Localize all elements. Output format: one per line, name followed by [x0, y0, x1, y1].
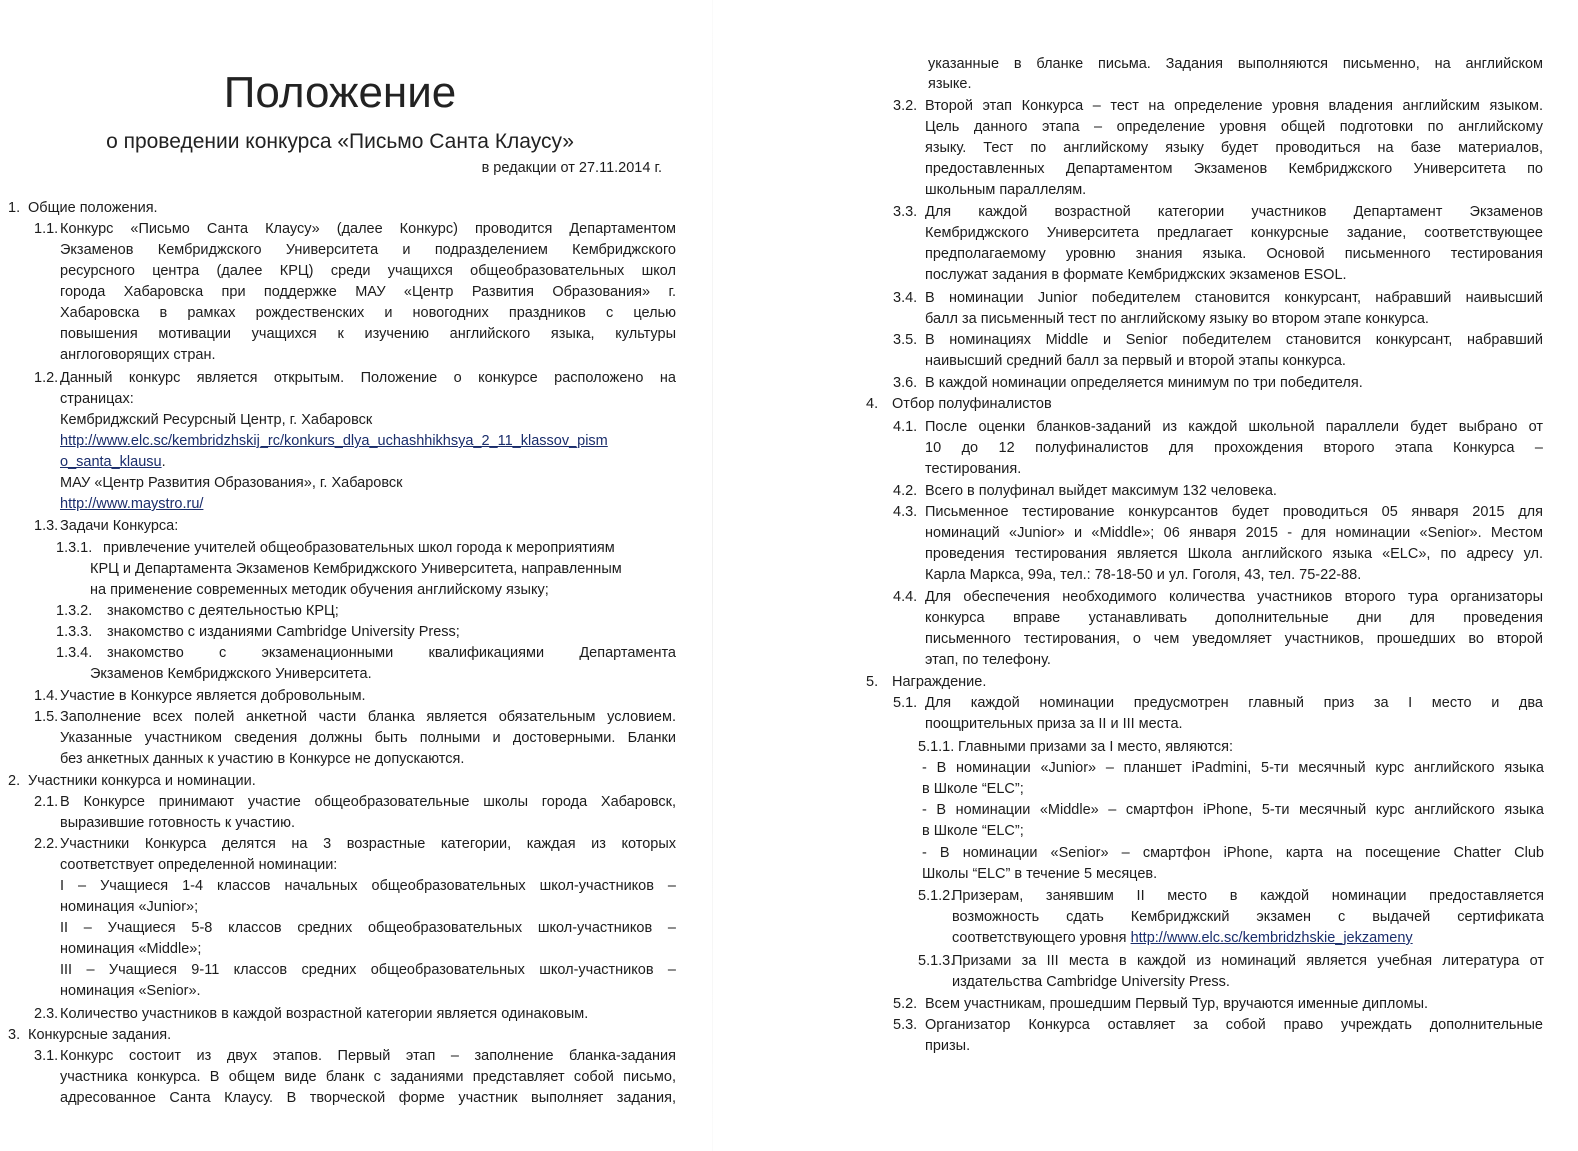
- text-content: соответствующего уровня: [952, 930, 1127, 946]
- text-line: [922, 843, 1544, 864]
- text-content: Общие положения.: [28, 200, 158, 216]
- text-line: [925, 117, 1543, 138]
- text-line: [925, 629, 1543, 650]
- text-line: [60, 686, 366, 707]
- clause-number: 2.2.: [34, 836, 59, 852]
- text-content: Цель данного этапа – определение уровня общей подготовки по английскому: [925, 119, 1543, 135]
- text-line: [60, 368, 676, 389]
- text-line: [60, 1004, 588, 1025]
- text-line: [952, 928, 1413, 949]
- text-line: [60, 960, 676, 981]
- text-line: [60, 939, 201, 960]
- text-line: [60, 813, 295, 834]
- text-line: [60, 1046, 676, 1067]
- clause-number: 5.1.2.: [918, 888, 955, 904]
- right-page: [740, 0, 1578, 1151]
- text-content: повышения мотивации учащихся к изучению английского языка, культуры: [60, 326, 676, 342]
- text-content: знакомство с изданиями Cambridge University Press;: [107, 624, 460, 640]
- text-content: Кембриджского Университета предлагает конкурсные задание, соответствующее: [925, 225, 1543, 241]
- text-line: [925, 502, 1543, 523]
- text-content: знакомство с деятельностью КРЦ;: [107, 603, 339, 619]
- text-content: Для каждой возрастной категории участников Департамент Экзаменов: [925, 204, 1543, 220]
- text-content: тестирования.: [925, 461, 1022, 477]
- text-content: проведения тестирования является Школа английского языка «ELC», по адресу ул.: [925, 546, 1543, 562]
- text-content: Конкурс состоит из двух этапов. Первый этап – заполнение бланка-задания: [60, 1048, 676, 1064]
- text-content: - В номинации «Middle» – смартфон iPhone, 5-ти месячный курс английского языка: [922, 802, 1544, 818]
- clause-number: 3.: [8, 1027, 21, 1043]
- text-line: [925, 309, 1429, 330]
- text-line: [925, 351, 1346, 372]
- text-content: страницах:: [60, 391, 134, 407]
- clause-number: 1.2.: [34, 370, 59, 386]
- text-line: [928, 74, 972, 95]
- text-content: Заполнение всех полей анкетной части бланка является обязательным условием.: [60, 709, 676, 725]
- clause-number: 3.3.: [893, 204, 918, 220]
- text-line: [60, 792, 676, 813]
- text-content: Всего в полуфинал выйдет максимум 132 человека.: [925, 483, 1277, 499]
- clause-number: 5.3.: [893, 1017, 918, 1033]
- text-line: [952, 972, 1230, 993]
- text-content: Указанные участником сведения должны быть полными и достоверными. Бланки: [60, 730, 676, 746]
- text-line: [925, 330, 1543, 351]
- text-line: [90, 580, 549, 601]
- clause-number: 4.3.: [893, 504, 918, 520]
- text-line: [28, 198, 158, 219]
- text-line: [107, 643, 676, 664]
- text-line: [925, 159, 1543, 180]
- text-tail: .: [161, 454, 166, 470]
- clause-number: 1.1.: [34, 221, 59, 237]
- clause-number: 4.1.: [893, 419, 918, 435]
- text-content: предоставленных Департаментом Экзаменов Кембриджского Университета по: [925, 161, 1543, 177]
- document-subtitle: о проведении конкурса «Письмо Санта Клаусу»: [106, 130, 574, 153]
- text-line: [60, 261, 676, 282]
- text-content: Главными призами за I место, являются:: [958, 739, 1233, 755]
- text-content: Экзаменов Кембриджского Университета.: [90, 666, 372, 682]
- clause-number: 5.1.1.: [918, 739, 955, 755]
- text-content: II – Учащиеся 5-8 классов средних общеобразовательных школ-участников –: [60, 920, 676, 936]
- text-line: [60, 473, 403, 494]
- text-line: [60, 855, 337, 876]
- text-content: Экзаменов Кембриджского Университета и подразделением Кембриджского: [60, 242, 676, 258]
- clause-number: 1.3.1.: [56, 540, 93, 556]
- text-content: соответствует определенной номинации:: [60, 857, 338, 873]
- text-content: В каждой номинации определяется минимум по три победителя.: [925, 375, 1363, 391]
- text-line: [925, 714, 1183, 735]
- text-content: в Школе “ELC”;: [922, 823, 1024, 839]
- text-line: [60, 876, 676, 897]
- text-content: поощрительных приза за II и III места.: [925, 716, 1183, 732]
- text-line: [925, 544, 1543, 565]
- text-content: участника конкурса. В общем виде бланк с заданиями представляет собой письмо,: [60, 1069, 676, 1085]
- text-line: [90, 664, 372, 685]
- clause-number: 3.4.: [893, 290, 918, 306]
- text-line: [60, 431, 608, 452]
- text-line: [925, 994, 1428, 1015]
- text-content: послужат задания в формате Кембриджских экзаменов ESOL.: [925, 267, 1347, 283]
- text-content: языку. Тест по английскому языку будет проводиться на базе материалов,: [925, 140, 1543, 156]
- text-line: [925, 288, 1543, 309]
- text-line: [925, 693, 1543, 714]
- text-content: в Школе “ELC”;: [922, 781, 1024, 797]
- text-line: [925, 138, 1543, 159]
- text-line: [60, 389, 134, 410]
- text-line: [60, 452, 166, 473]
- text-content: ресурсного центра (далее КРЦ) среди учащихся общеобразовательных школ: [60, 263, 676, 279]
- text-content: Участие в Конкурсе является добровольным.: [60, 688, 366, 704]
- text-line: [925, 223, 1543, 244]
- text-content: Участники конкурса и номинации.: [28, 773, 256, 789]
- clause-number: 1.5.: [34, 709, 59, 725]
- text-content: англоговорящих стран.: [60, 347, 216, 363]
- text-line: [60, 1067, 676, 1088]
- text-line: [925, 565, 1361, 586]
- text-content: номинация «Senior».: [60, 983, 201, 999]
- text-content: выразившие готовность к участию.: [60, 815, 296, 831]
- text-line: [925, 1015, 1543, 1036]
- text-content: КРЦ и Департамента Экзаменов Кембриджского Университета, направленным: [90, 561, 622, 577]
- text-content: Задачи Конкурса:: [60, 518, 179, 534]
- edition-date: в редакции от 27.11.2014 г.: [481, 160, 662, 176]
- hyperlink[interactable]: http://www.elc.sc/kembridzhskij_rc/konkurs_dlya_uchashhikhsya_2_11_klassov_pism: [60, 433, 608, 449]
- clause-number: 1.: [8, 200, 21, 216]
- text-line: [60, 728, 676, 749]
- text-content: предполагаемому уровню знания языка. Основой письменного тестирования: [925, 246, 1543, 262]
- clause-number: 5.2.: [893, 996, 918, 1012]
- text-line: [60, 516, 178, 537]
- text-line: [922, 800, 1544, 821]
- text-content: - В номинации «Junior» – планшет iPadmini, 5-ти месячный курс английского языка: [922, 760, 1544, 776]
- text-content: балл за письменный тест по английскому языку во втором этапе конкурса.: [925, 311, 1429, 327]
- text-content: адресованное Санта Клаусу. В творческой форме участник выполняет задания,: [60, 1090, 676, 1106]
- text-line: [952, 907, 1544, 928]
- text-line: [60, 981, 201, 1002]
- text-line: [28, 771, 256, 792]
- clause-number: 1.3.4.: [56, 645, 93, 661]
- text-line: [28, 1025, 171, 1046]
- text-content: письменного тестирования, о чем уведомляет участников, прошедших во второй: [925, 631, 1543, 647]
- text-content: Участники Конкурса делятся на 3 возрастные категории, каждая из которых: [60, 836, 676, 852]
- text-content: Письменное тестирование конкурсантов будет проводиться 05 января 2015 для: [925, 504, 1543, 520]
- page-gutter: [712, 0, 713, 1151]
- text-line: [925, 587, 1543, 608]
- text-content: Конкурсные задания.: [28, 1027, 172, 1043]
- text-line: [60, 834, 676, 855]
- text-content: 10 до 12 полуфиналистов для прохождения второго этапа Конкурса –: [925, 440, 1543, 456]
- document-title: Положение: [223, 68, 457, 117]
- text-line: [60, 707, 676, 728]
- text-content: языке.: [928, 76, 972, 92]
- text-line: [60, 282, 676, 303]
- hyperlink[interactable]: http://www.maystro.ru/: [60, 496, 204, 512]
- text-line: [60, 494, 203, 515]
- text-content: города Хабаровска при поддержке МАУ «Центр Развития Образования» г.: [60, 284, 676, 300]
- clause-number: 1.3.2.: [56, 603, 93, 619]
- text-content: номинация «Middle»;: [60, 941, 202, 957]
- text-content: - В номинации «Senior» – смартфон iPhone, карта на посещение Chatter Club: [922, 845, 1544, 861]
- text-line: [925, 459, 1021, 480]
- clause-number: 2.1.: [34, 794, 59, 810]
- text-content: Данный конкурс является открытым. Положение о конкурсе расположено на: [60, 370, 676, 386]
- text-line: [925, 244, 1543, 265]
- text-content: Призами за III места в каждой из номинаций является учебная литература от: [952, 953, 1544, 969]
- text-line: [107, 601, 339, 622]
- text-line: [60, 410, 372, 431]
- text-line: [925, 265, 1347, 286]
- text-content: I – Учащиеся 1-4 классов начальных общеобразовательных школ-участников –: [60, 878, 676, 894]
- text-content: наивысший средний балл за первый и второй этапы конкурса.: [925, 353, 1346, 369]
- clause-number: 1.3.: [34, 518, 59, 534]
- text-content: на применение современных методик обучения английскому языку;: [90, 582, 549, 598]
- text-content: Отбор полуфиналистов: [892, 396, 1052, 412]
- hyperlink[interactable]: http://www.elc.sc/kembridzhskie_jekzameny: [1130, 930, 1413, 946]
- clause-number: 4.2.: [893, 483, 918, 499]
- text-content: В номинации Junior победителем становится конкурсант, набравший наивысший: [925, 290, 1543, 306]
- text-line: [892, 394, 1052, 415]
- text-line: [107, 622, 460, 643]
- text-line: [922, 864, 1157, 885]
- clause-number: 2.3.: [34, 1006, 59, 1022]
- text-line: [958, 737, 1233, 758]
- text-line: [60, 1088, 676, 1109]
- text-content: III – Учащиеся 9-11 классов средних общеобразовательных школ-участников –: [60, 962, 676, 978]
- text-line: [925, 202, 1543, 223]
- text-content: номинаций «Junior» и «Middle»; 06 января 2015 - для номинации «Senior». Местом: [925, 525, 1543, 541]
- text-line: [925, 417, 1543, 438]
- text-content: МАУ «Центр Развития Образования», г. Хабаровск: [60, 475, 403, 491]
- text-content: Количество участников в каждой возрастной категории является одинаковым.: [60, 1006, 589, 1022]
- text-line: [925, 481, 1277, 502]
- text-content: знакомство с экзаменационными квалификациями Департамента: [107, 645, 676, 661]
- text-content: В номинациях Middle и Senior победителем становится конкурсант, набравший: [925, 332, 1543, 348]
- text-line: [925, 180, 1086, 201]
- text-line: [925, 438, 1543, 459]
- text-line: [925, 373, 1363, 394]
- clause-number: 3.6.: [893, 375, 918, 391]
- clause-number: 3.2.: [893, 98, 918, 114]
- text-line: [952, 951, 1544, 972]
- clause-number: 1.4.: [34, 688, 59, 704]
- text-line: [103, 538, 676, 559]
- text-content: Школы “ELC” в течение 5 месяцев.: [922, 866, 1158, 882]
- clause-number: 3.5.: [893, 332, 918, 348]
- clause-number: 5.: [866, 674, 879, 690]
- text-line: [60, 749, 464, 770]
- text-content: привлечение учителей общеобразовательных школ города к мероприятиям: [103, 540, 615, 556]
- clause-number: 1.3.3.: [56, 624, 93, 640]
- text-line: [928, 54, 1543, 75]
- text-content: В Конкурсе принимают участие общеобразовательные школы города Хабаровск,: [60, 794, 676, 810]
- clause-number: 4.: [866, 396, 879, 412]
- text-line: [60, 303, 676, 324]
- text-content: конкурса вправе устанавливать дополнительные дни для проведения: [925, 610, 1543, 626]
- text-line: [952, 886, 1544, 907]
- text-line: [925, 96, 1543, 117]
- text-content: издательства Cambridge University Press.: [952, 974, 1230, 990]
- text-content: Для обеспечения необходимого количества участников второго тура организаторы: [925, 589, 1543, 605]
- text-content: Второй этап Конкурса – тест на определение уровня владения английским языком.: [925, 98, 1543, 114]
- text-content: без анкетных данных к участию в Конкурсе не допускаются.: [60, 751, 465, 767]
- clause-number: 3.1.: [34, 1048, 59, 1064]
- text-content: Карла Маркса, 99а, тел.: 78-18-50 и ул. Гоголя, 43, тел. 75-22-88.: [925, 567, 1362, 583]
- clause-number: 4.4.: [893, 589, 918, 605]
- hyperlink[interactable]: o_santa_klausu: [60, 454, 162, 470]
- text-line: [60, 897, 198, 918]
- text-content: этап, по телефону.: [925, 652, 1051, 668]
- text-line: [922, 758, 1544, 779]
- text-line: [925, 523, 1543, 544]
- clause-number: 2.: [8, 773, 21, 789]
- text-line: [60, 219, 676, 240]
- text-line: [925, 650, 1051, 671]
- clause-number: 5.1.3.: [918, 953, 955, 969]
- text-content: Призерам, занявшим II место в каждой номинации предоставляется: [952, 888, 1544, 904]
- text-content: Кембриджский Ресурсный Центр, г. Хабаровск: [60, 412, 373, 428]
- text-line: [925, 608, 1543, 629]
- text-line: [925, 1036, 970, 1057]
- text-line: [922, 779, 1024, 800]
- text-content: номинация «Junior»;: [60, 899, 199, 915]
- text-line: [922, 821, 1024, 842]
- text-content: Всем участникам, прошедшим Первый Тур, вручаются именные дипломы.: [925, 996, 1429, 1012]
- text-line: [60, 918, 676, 939]
- text-line: [60, 324, 676, 345]
- text-content: призы.: [925, 1038, 971, 1054]
- left-page: [0, 0, 690, 1151]
- text-line: [892, 672, 986, 693]
- text-content: Организатор Конкурса оставляет за собой право учреждать дополнительные: [925, 1017, 1543, 1033]
- text-content: Награждение.: [892, 674, 987, 690]
- text-line: [60, 240, 676, 261]
- text-content: Для каждой номинации предусмотрен главный приз за I место и два: [925, 695, 1543, 711]
- text-content: Хабаровска в рамках рождественских и новогодних праздников с целью: [60, 305, 676, 321]
- text-line: [90, 559, 622, 580]
- text-content: школьным параллелям.: [925, 182, 1087, 198]
- text-content: указанные в бланке письма. Задания выполняются письменно, на английском: [928, 56, 1543, 72]
- text-content: Конкурс «Письмо Санта Клаусу» (далее Конкурс) проводится Департаментом: [60, 221, 676, 237]
- clause-number: 5.1.: [893, 695, 918, 711]
- text-content: возможность сдать Кембриджский экзамен с выдачей сертификата: [952, 909, 1544, 925]
- text-line: [60, 345, 216, 366]
- text-content: После оценки бланков-заданий из каждой школьной параллели будет выбрано от: [925, 419, 1543, 435]
